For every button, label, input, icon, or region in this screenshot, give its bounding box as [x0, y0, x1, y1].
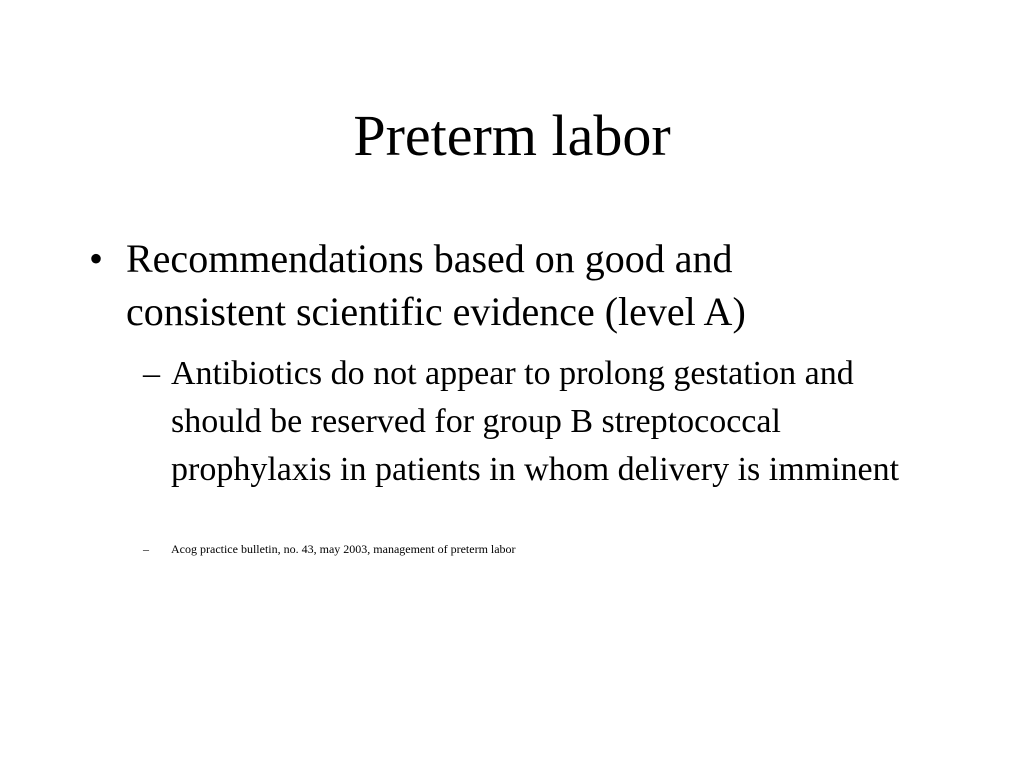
citation-marker: – [143, 542, 149, 556]
citation-text: Acog practice bulletin, no. 43, may 2003, management of preterm labor [171, 542, 516, 556]
bullet-text: Recommendations based on good and consistent scientific evidence (level A) [126, 236, 746, 334]
sub-bullet-marker: – [143, 355, 160, 392]
sub-bullet-text: Antibiotics do not appear to prolong gestation and should be reserved for group B streptococcal prophylaxis in patients in whom delivery is imminent [171, 355, 900, 488]
slide-title: Preterm labor [353, 103, 671, 168]
bullet-marker: • [89, 236, 104, 281]
